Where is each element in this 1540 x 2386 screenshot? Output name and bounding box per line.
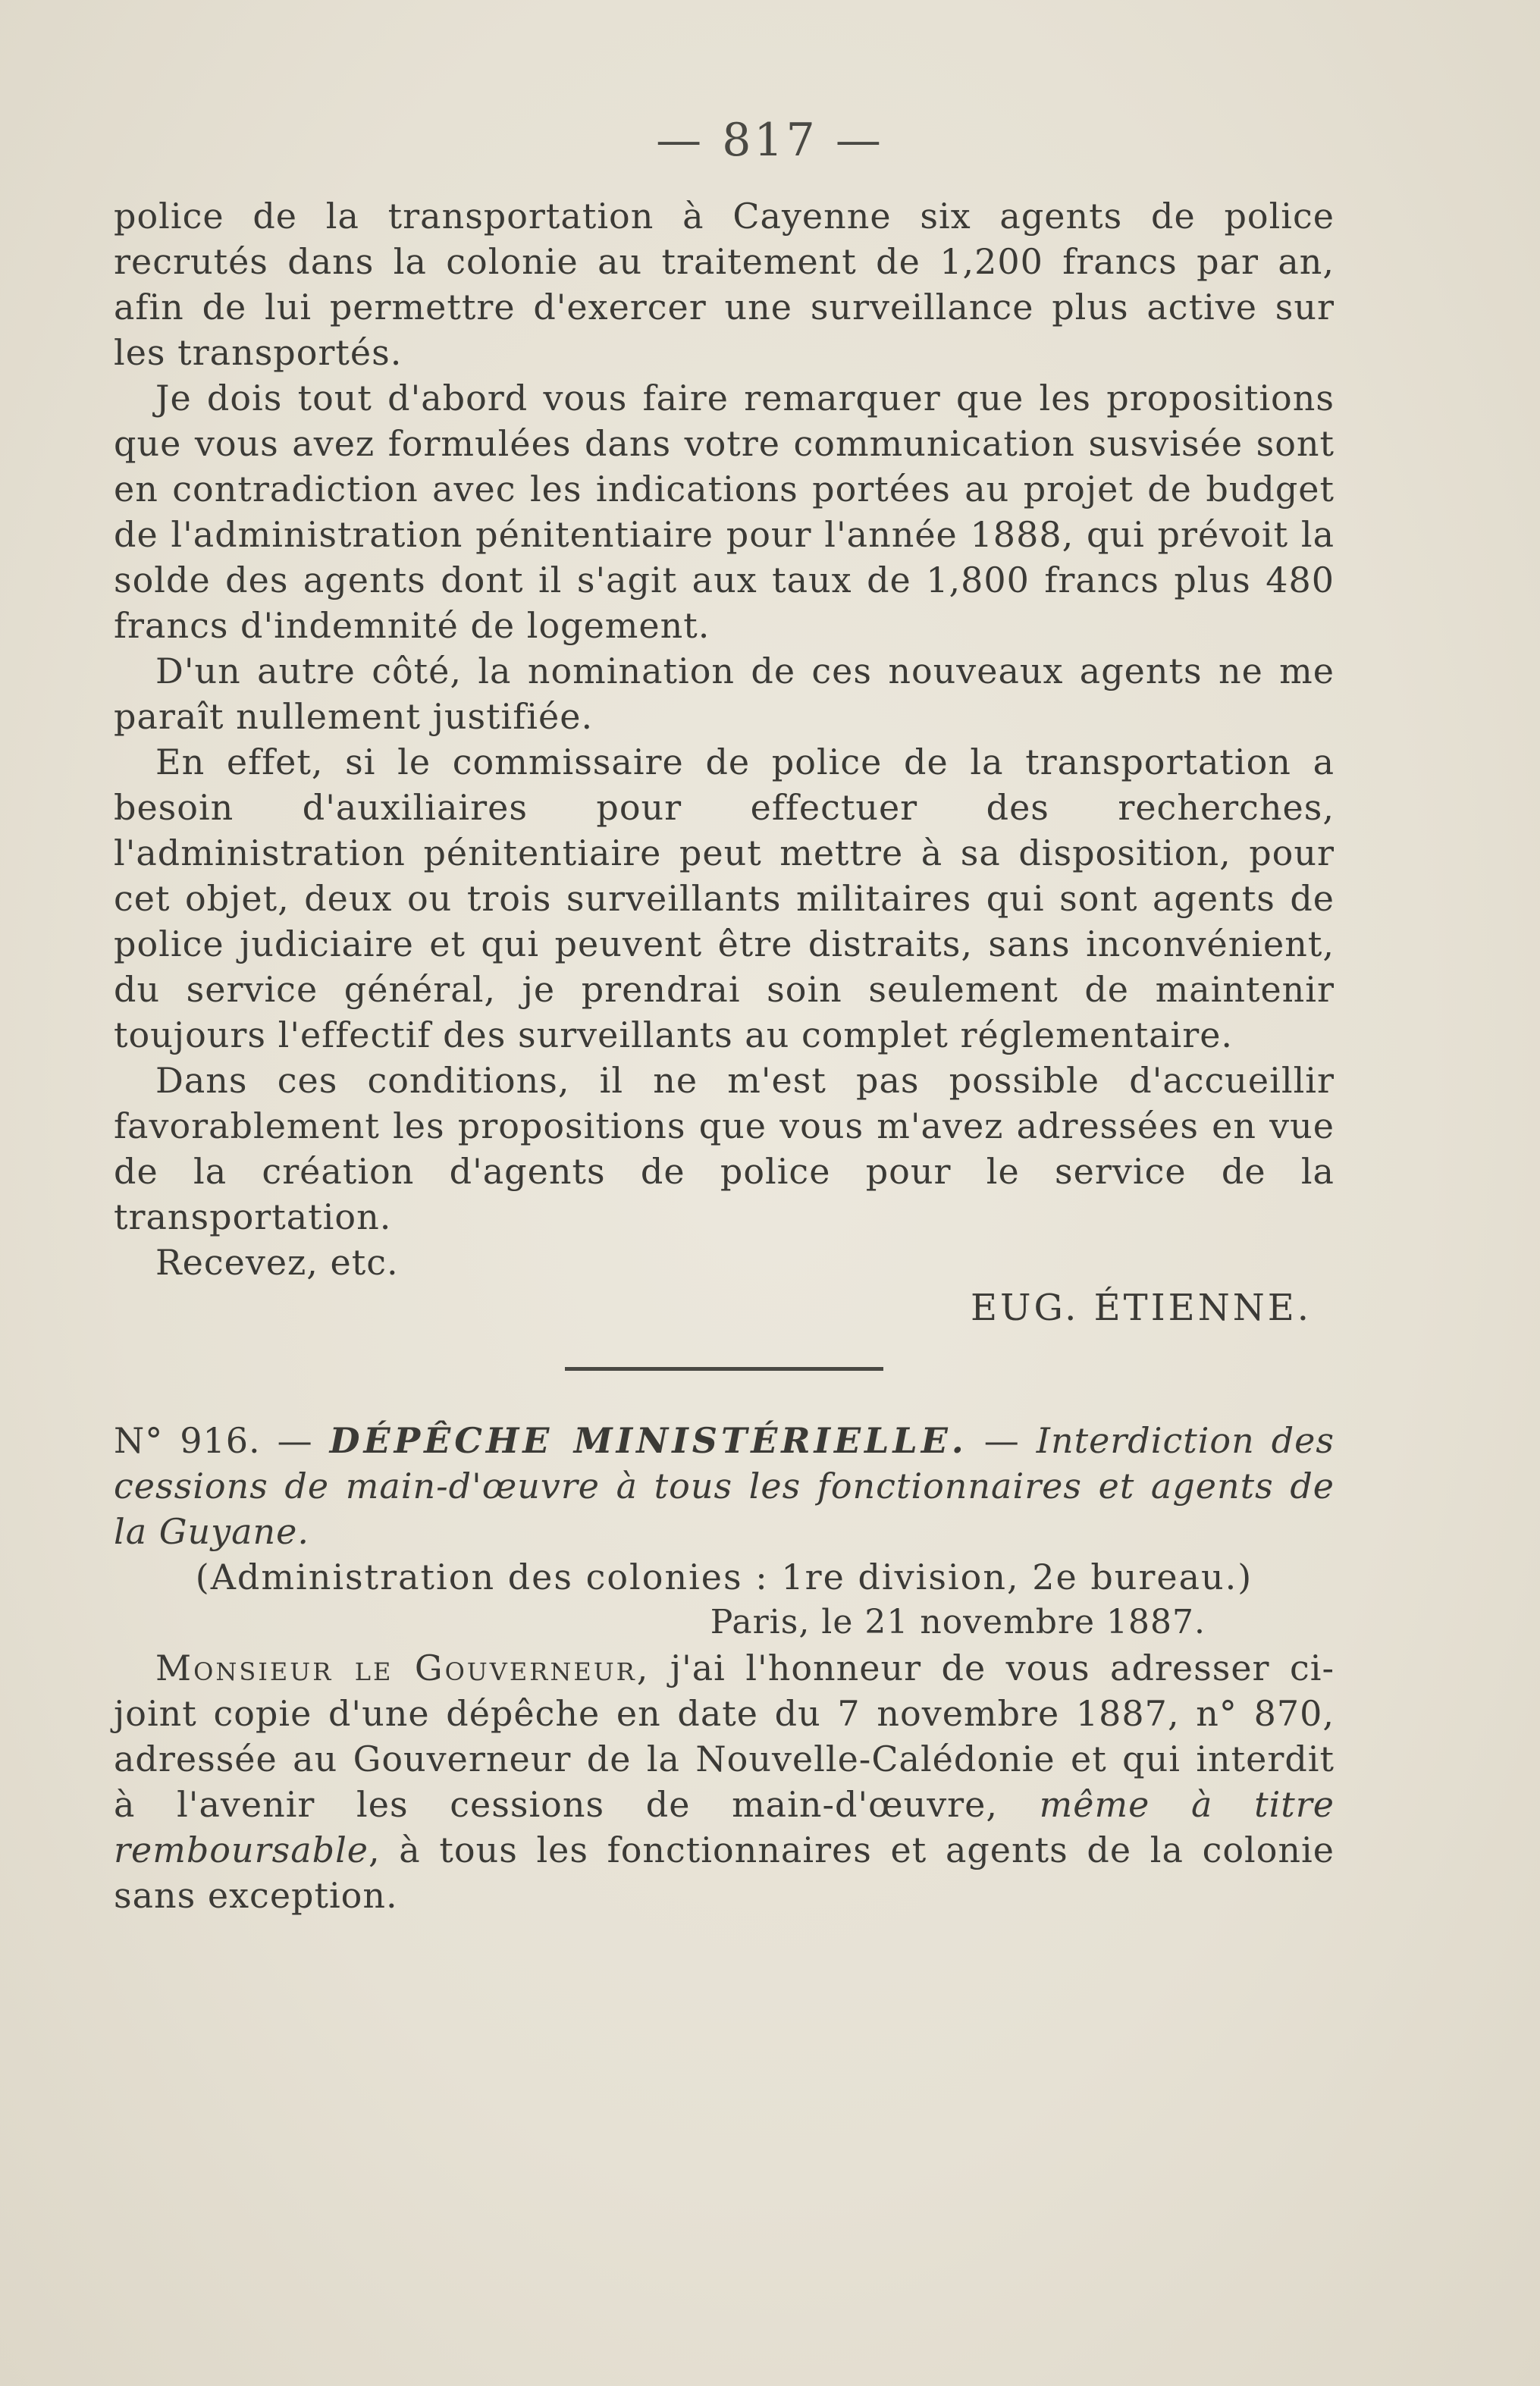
page-number: — 817 — <box>656 114 884 167</box>
paragraph: D'un autre côté, la nomination de ces nouveaux agents ne me paraît nullement justifiée. <box>114 651 1335 737</box>
paragraph: Dans ces conditions, il ne m'est pas possible d'accueillir favorablement les propositions que vous m'avez adressées en vue de la création d'agents de police pour le service de la transportation. <box>114 1060 1335 1237</box>
dispatch-heading <box>114 1418 1335 1554</box>
dispatch-kind: DÉPÊCHE MINISTÉRIELLE. <box>329 1420 968 1461</box>
letter-text: , à tous les fonctionnaires et agents de la colonie sans exception. <box>114 1829 1335 1916</box>
separator-rule <box>565 1367 883 1371</box>
letter-paragraph <box>114 1645 1335 1918</box>
dispatch-number: N° 916. <box>114 1420 261 1461</box>
letter-emphasis: même à titre remboursable <box>114 1784 1335 1870</box>
paragraph-continuation: police de la transportation à Cayenne six agents de police recrutés dans la colonie au traitement de 1,200 francs par an, afin de lui permettre d'exercer une surveillance plus active sur les transportés. <box>114 196 1335 373</box>
page-body <box>114 193 1335 1918</box>
dispatch-dash: — <box>967 1420 1037 1461</box>
closing-formula: Recevez, etc. <box>155 1242 399 1283</box>
dispatch-subject: Interdiction des cessions de main-d'œuvre à tous les fonctionnaires et agents de la Guyane. <box>114 1420 1335 1552</box>
letter-text: j'ai l'honneur de vous adresser ci-joint copie d'une dépêche en date du 7 novembre 1887, n° 870, adressée au Gouverneur de la Nouvelle-Calédonie et qui interdit à l'avenir les cessions de main-d'œuvre, <box>114 1648 1335 1825</box>
signature: EUG. ÉTIENNE. <box>971 1287 1312 1329</box>
salutation: Monsieur le Gouverneur, <box>155 1648 651 1688</box>
paragraph: Je dois tout d'abord vous faire remarquer que les propositions que vous avez formulées dans votre communication susvisée sont en contradiction avec les indications portées au projet de budget de l'administration pénitentiaire pour l'année 1888, qui prévoit la solde des agents dont il s'agit aux taux de 1,800 francs plus 480 francs d'indemnité de logement. <box>114 378 1335 646</box>
paragraph: En effet, si le commissaire de police de la transportation a besoin d'auxiliaires pour effectuer des recherches, l'administration pénitentiaire peut mettre à sa disposition, pour cet objet, deux ou trois surveillants militaires qui sont agents de police judiciaire et qui peuvent être distraits, sans inconvénient, du service général, je prendrai soin seulement de maintenir toujours l'effectif des surveillants au complet réglementaire. <box>114 742 1335 1055</box>
dispatch-dash: — <box>260 1420 330 1461</box>
administration-line: (Administration des colonies : 1re division, 2e bureau.) <box>195 1557 1253 1597</box>
place-date: Paris, le 21 novembre 1887. <box>710 1603 1206 1641</box>
